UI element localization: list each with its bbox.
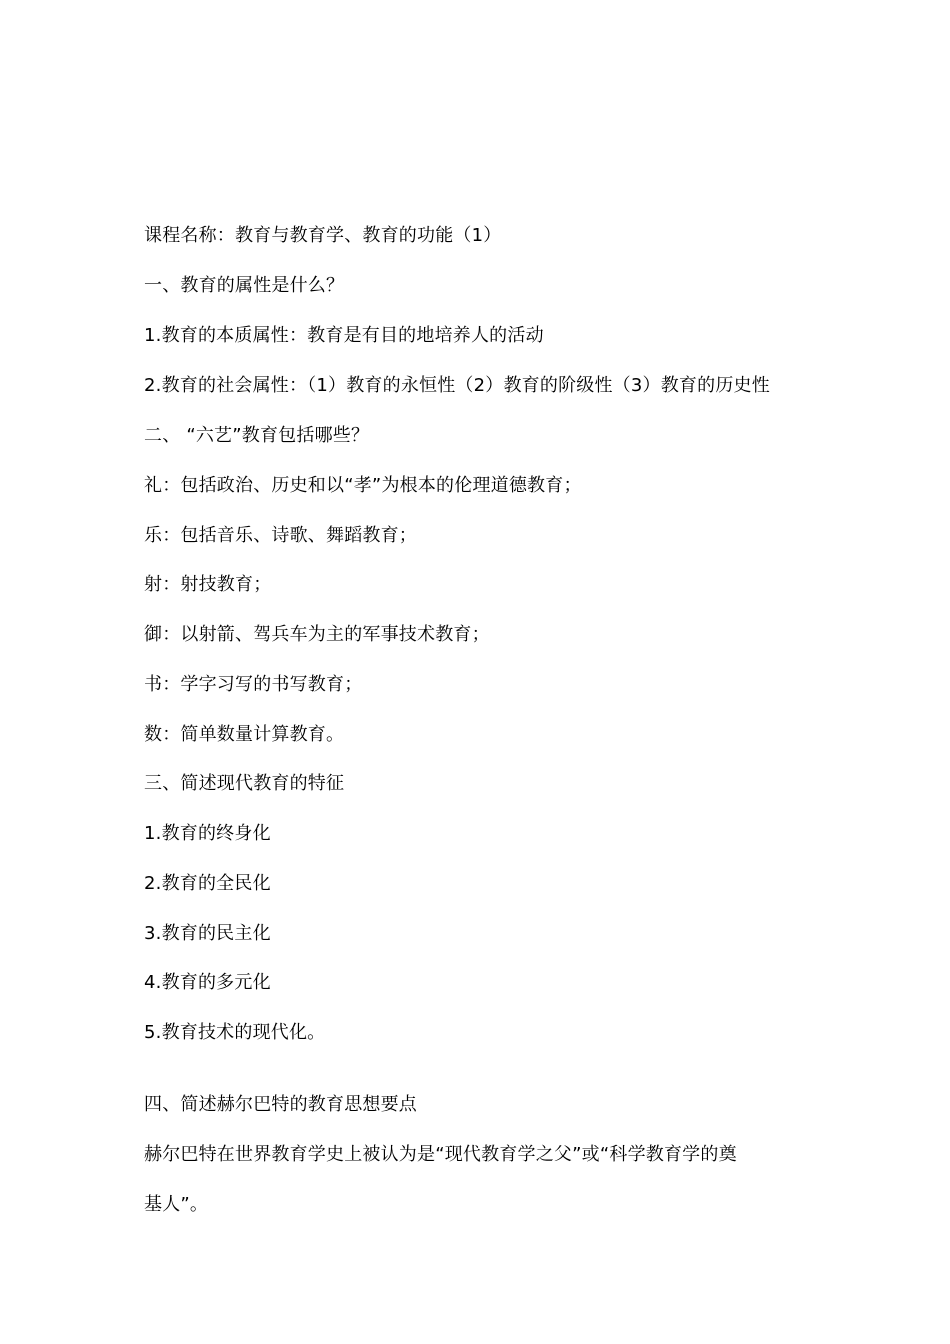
text-line: 2.教育的全民化 [144,873,271,894]
text-line: 5.教育技术的现代化。 [144,1022,326,1043]
section-heading-1: 一、教育的属性是什么？ [144,275,345,296]
text-line: 御：以射箭、驾兵车为主的军事技术教育； [144,624,490,645]
text-line: 3.教育的民主化 [144,923,271,944]
text-line: 书：学字习写的书写教育； [144,674,363,695]
text-line: 数：简单数量计算教育。 [144,724,345,745]
text-line: 1.教育的终身化 [144,823,271,844]
course-title: 课程名称：教育与教育学、教育的功能（1） [144,225,502,246]
text-line: 乐：包括音乐、诗歌、舞蹈教育； [144,525,417,546]
section-heading-2: 二、 “六艺”教育包括哪些？ [144,425,370,446]
text-line: 基人”。 [144,1194,209,1215]
text-line: 赫尔巴特在世界教育学史上被认为是“现代教育学之父”或“科学教育学的奠 [144,1144,737,1165]
text-line: 1.教育的本质属性：教育是有目的地培养人的活动 [144,325,544,346]
section-heading-4: 四、简述赫尔巴特的教育思想要点 [144,1094,417,1115]
text-line: 射：射技教育； [144,574,272,595]
text-line: 2.教育的社会属性：（1）教育的永恒性（2）教育的阶级性（3）教育的历史性 [144,375,770,396]
text-line: 4.教育的多元化 [144,972,271,993]
section-heading-3: 三、简述现代教育的特征 [144,773,345,794]
text-line: 礼：包括政治、历史和以“孝”为根本的伦理道德教育； [144,475,582,496]
